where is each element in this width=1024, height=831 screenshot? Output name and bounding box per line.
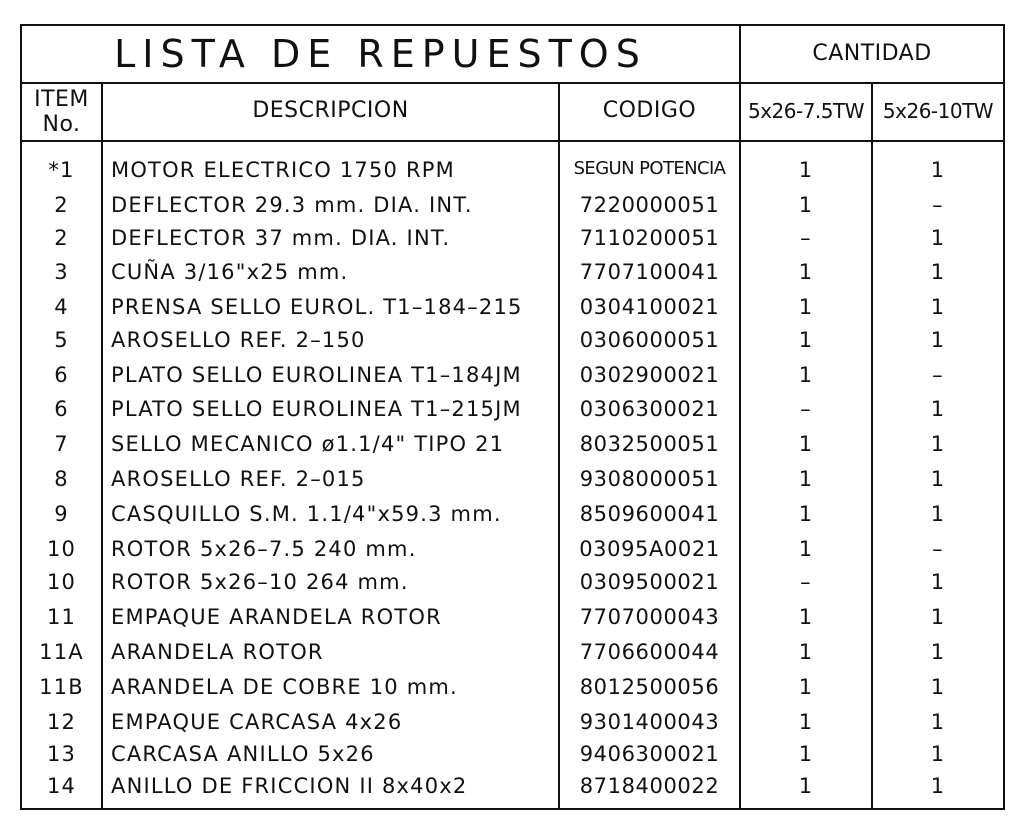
- cell-qty-b: –: [932, 363, 944, 387]
- cell-qty-b: 1: [930, 397, 946, 421]
- cantidad-header: CANTIDAD: [812, 41, 932, 66]
- cell-item: 8: [54, 467, 69, 491]
- quantity-model-a-header: 5x26-7.5TW: [747, 99, 865, 123]
- cell-qty-a: –: [800, 397, 812, 421]
- cell-item: 11: [46, 605, 77, 629]
- cell-qty-a: 1: [798, 640, 814, 664]
- cell-qty-a: 1: [798, 260, 814, 284]
- cell-codigo: 7707100041: [579, 260, 720, 284]
- cell-item: 6: [54, 397, 69, 421]
- cell-codigo: 7707000043: [579, 605, 720, 629]
- cell-qty-a: 1: [798, 158, 814, 182]
- cell-item: 11B: [39, 675, 84, 699]
- cell-codigo: 9308000051: [579, 467, 720, 491]
- header-row-divider: [20, 140, 1005, 142]
- cell-qty-b: 1: [930, 570, 946, 594]
- table-title: LISTA DE REPUESTOS: [114, 32, 647, 76]
- cell-codigo: SEGUN POTENCIA: [573, 158, 726, 179]
- cell-item: 7: [54, 432, 69, 456]
- cell-qty-a: 1: [798, 193, 814, 217]
- cell-descripcion: CARCASA ANILLO 5x26: [111, 742, 375, 766]
- cell-item: 2: [54, 193, 69, 217]
- cell-qty-a: 1: [798, 675, 814, 699]
- cell-descripcion: CASQUILLO S.M. 1.1/4"x59.3 mm.: [111, 502, 502, 526]
- cell-codigo: 7706600044: [579, 640, 720, 664]
- cell-qty-b: 1: [930, 742, 946, 766]
- cell-descripcion: ANILLO DE FRICCION II 8x40x2: [111, 774, 468, 798]
- cell-qty-b: –: [932, 537, 944, 561]
- table-border-bottom: [20, 808, 1005, 810]
- cell-qty-a: 1: [798, 502, 814, 526]
- cell-qty-a: 1: [798, 710, 814, 734]
- cell-item: 13: [46, 742, 77, 766]
- cell-codigo: 9301400043: [579, 710, 720, 734]
- cell-codigo: 7110200051: [579, 226, 720, 250]
- table-border-right: [1003, 24, 1005, 810]
- cell-qty-b: 1: [930, 502, 946, 526]
- cell-codigo: 0302900021: [579, 363, 720, 387]
- item-header: ITEM: [34, 87, 89, 112]
- cell-qty-b: 1: [930, 295, 946, 319]
- cell-qty-a: 1: [798, 467, 814, 491]
- cell-codigo: 9406300021: [579, 742, 720, 766]
- cell-item: 6: [54, 363, 69, 387]
- cell-descripcion: MOTOR ELECTRICO 1750 RPM: [111, 158, 455, 182]
- cell-item: 9: [54, 502, 69, 526]
- quantity-model-b-header: 5x26-10TW: [882, 99, 994, 123]
- cell-qty-b: 1: [930, 467, 946, 491]
- cell-codigo: 8509600041: [579, 502, 720, 526]
- cell-qty-b: 1: [930, 675, 946, 699]
- cell-codigo: 0306300021: [579, 397, 720, 421]
- cell-qty-a: 1: [798, 295, 814, 319]
- cell-descripcion: ROTOR 5x26–10 264 mm.: [111, 570, 409, 594]
- cell-item: 3: [54, 260, 69, 284]
- table-border-top: [20, 24, 1005, 26]
- cell-qty-a: –: [800, 570, 812, 594]
- cell-codigo: 03095A0021: [579, 537, 720, 561]
- cell-item: 11A: [39, 640, 84, 664]
- code-header: CODIGO: [602, 98, 697, 123]
- cell-item: 10: [46, 537, 77, 561]
- cell-descripcion: PLATO SELLO EUROLINEA T1–184JM: [111, 363, 522, 387]
- cell-item: 2: [54, 226, 69, 250]
- cell-qty-b: 1: [930, 432, 946, 456]
- item-no-header: No.: [42, 112, 81, 137]
- cell-qty-a: 1: [798, 605, 814, 629]
- cell-codigo: 0306000051: [579, 328, 720, 352]
- cell-qty-a: 1: [798, 537, 814, 561]
- cell-codigo: 7220000051: [579, 193, 720, 217]
- cell-qty-a: 1: [798, 432, 814, 456]
- cell-descripcion: SELLO MECANICO ø1.1/4" TIPO 21: [111, 432, 505, 456]
- item-column-divider: [101, 82, 103, 810]
- cell-codigo: 8718400022: [579, 774, 720, 798]
- cell-descripcion: PLATO SELLO EUROLINEA T1–215JM: [111, 397, 522, 421]
- cell-descripcion: ARANDELA ROTOR: [111, 640, 324, 664]
- cell-qty-b: –: [932, 193, 944, 217]
- cell-qty-a: 1: [798, 328, 814, 352]
- cell-codigo: 0309500021: [579, 570, 720, 594]
- cell-item: 4: [54, 295, 69, 319]
- cell-item: *1: [48, 158, 75, 182]
- cell-descripcion: EMPAQUE CARCASA 4x26: [111, 710, 403, 734]
- cell-codigo: 8012500056: [579, 675, 720, 699]
- cell-item: 5: [54, 328, 69, 352]
- cell-qty-b: 1: [930, 260, 946, 284]
- cell-descripcion: DEFLECTOR 29.3 mm. DIA. INT.: [111, 193, 473, 217]
- cell-qty-b: 1: [930, 158, 946, 182]
- cell-descripcion: AROSELLO REF. 2–150: [111, 328, 366, 352]
- cell-codigo: 8032500051: [579, 432, 720, 456]
- cell-qty-b: 1: [930, 640, 946, 664]
- description-header: DESCRIPCION: [252, 98, 409, 123]
- cell-descripcion: ARANDELA DE COBRE 10 mm.: [111, 675, 458, 699]
- cell-qty-b: 1: [930, 226, 946, 250]
- cell-descripcion: PRENSA SELLO EUROL. T1–184–215: [111, 295, 523, 319]
- cell-descripcion: DEFLECTOR 37 mm. DIA. INT.: [111, 226, 451, 250]
- cell-qty-b: 1: [930, 605, 946, 629]
- cell-descripcion: EMPAQUE ARANDELA ROTOR: [111, 605, 442, 629]
- cell-qty-b: 1: [930, 710, 946, 734]
- cell-item: 12: [46, 710, 77, 734]
- cell-item: 14: [46, 774, 77, 798]
- cell-qty-a: 1: [798, 363, 814, 387]
- cell-item: 10: [46, 570, 77, 594]
- cell-descripcion: AROSELLO REF. 2–015: [111, 467, 366, 491]
- title-row-divider: [20, 82, 1005, 84]
- cell-codigo: 0304100021: [579, 295, 720, 319]
- cell-qty-b: 1: [930, 328, 946, 352]
- cell-qty-a: –: [800, 226, 812, 250]
- cell-descripcion: ROTOR 5x26–7.5 240 mm.: [111, 537, 417, 561]
- cell-qty-a: 1: [798, 774, 814, 798]
- cell-qty-a: 1: [798, 742, 814, 766]
- cell-qty-b: 1: [930, 774, 946, 798]
- cell-descripcion: CUÑA 3/16"x25 mm.: [111, 260, 349, 284]
